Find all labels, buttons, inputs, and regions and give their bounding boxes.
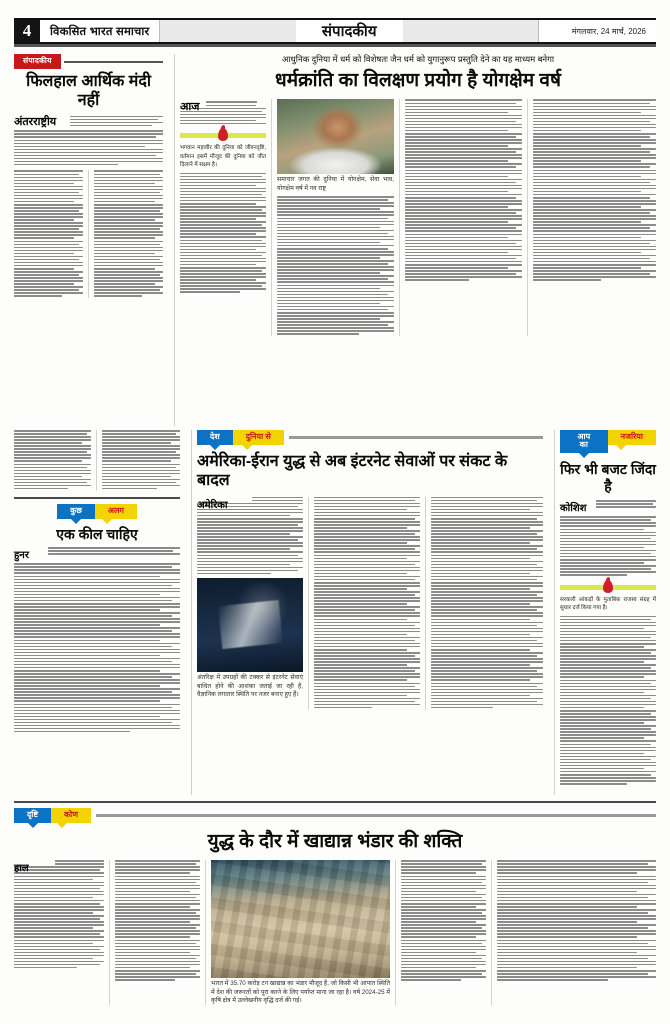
masthead-underline: [14, 44, 656, 47]
skill-body-top: [14, 547, 180, 561]
food-tabs: [14, 808, 656, 823]
lead-photo-caption: समाचार जगत की दुनिया में योगक्षेम, सेवा भाव, योगक्षेम वर्ष में नव राष्ट्र: [277, 176, 394, 192]
food-col-3: [206, 860, 396, 1005]
top-zone: [14, 54, 656, 426]
skill-dropword: हुनर: [14, 550, 29, 562]
flame-icon: [218, 128, 228, 141]
tab-nazariya[interactable]: नजरिया: [608, 430, 656, 445]
editorial-lower-columns: [14, 170, 163, 298]
flame-divider-icon: [180, 129, 266, 140]
paper-name: विकसित भारत समाचार: [40, 20, 160, 42]
world-story: [197, 430, 549, 795]
skill-tabs: [14, 504, 180, 519]
world-headline: अमेरिका-ईरान युद्ध से अब इंटरनेट सेवाओं पर संकट के बादल: [197, 452, 508, 489]
tab-alag[interactable]: अलग: [95, 504, 137, 519]
middle-zone: [14, 430, 656, 795]
budget-body-text-b: [560, 616, 656, 785]
food-body: [14, 860, 656, 1005]
lead-photo: [277, 99, 394, 174]
skill-lead-text: [48, 547, 180, 561]
lead-sidebar-note: भगवान महावीर की दुनिया को जीवनदृष्टि, वर्तमान इसमें मौजूद की दुनिया को जीत दिलाने में सक्षम है।: [180, 145, 266, 169]
tab-drishti[interactable]: दृष्टि: [14, 808, 51, 823]
lead-col-2: [272, 99, 400, 336]
food-col-2: [110, 860, 206, 1005]
tab-desh[interactable]: देश: [197, 430, 233, 445]
world-body: [197, 497, 543, 710]
world-photo-caption: अंतरिक्ष में उपग्रहों की टक्कर से इंटरनेट सेवाएं बाधित होने की आशंका जताई जा रही है, वैज्ञानिक लगातार स्थिति पर नजर बनाए हुए हैं।: [197, 674, 304, 699]
food-col-1-text: [14, 860, 104, 968]
masthead: [14, 18, 656, 44]
middle-left-cont-b: [97, 430, 180, 491]
page-number: 4: [14, 20, 40, 42]
budget-flame-icon: [603, 580, 613, 593]
budget-headline: फिर भी बजट जिंदा है: [560, 461, 656, 494]
world-col-3: [426, 497, 543, 710]
editorial-label: [14, 54, 163, 69]
divider-middle-right: [554, 430, 555, 795]
budget-body-text-a: [560, 516, 656, 575]
food-tab-rule: [96, 814, 656, 817]
budget-flame-divider-icon: [560, 581, 656, 592]
lead-kicker: आधुनिक दुनिया में धर्म को विशेषतः जैन धर्म को युगानुरूप प्रस्तुति देने का यह माध्यम बनेगा: [281, 54, 555, 64]
editorial-body-top: [14, 116, 163, 129]
food-col-5: [492, 860, 656, 1005]
budget-body-top: [560, 500, 656, 514]
editorial-lower-col-1: [14, 170, 89, 298]
editorial-dropword: अंतरराष्ट्रीय: [14, 115, 57, 128]
skill-body-text: [14, 563, 180, 732]
middle-left-continued: [14, 430, 180, 491]
divider-left-main: [174, 54, 175, 426]
divider-middle-left: [191, 430, 192, 795]
editorial-lower-col-2: [89, 170, 164, 298]
budget-dropword-wrap: [560, 500, 596, 514]
world-tabs: [197, 430, 543, 445]
world-dropword: अमेरिका: [197, 499, 228, 511]
food-dropword: हाल: [14, 863, 29, 875]
masthead-spacer-right: [403, 20, 538, 42]
world-photo: [197, 578, 303, 672]
budget-dropword: कोशिश: [560, 503, 587, 515]
world-col-2: [309, 497, 426, 710]
editorial-rule: [64, 61, 163, 63]
middle-left-column: [14, 430, 186, 795]
tab-duniya-se[interactable]: दुनिया से: [233, 430, 284, 445]
food-col-1: [14, 860, 110, 1005]
world-col-1: [197, 497, 309, 710]
food-photo-caption: भारत में 35.70 करोड़ टन खाद्यान्न का भंडार मौजूद है, जो किसी भी आपात स्थिति में देश की जरूरतों को पूरा करने के लिए पर्याप्त माना जा रहा है। वर्ष 2024-25 में कृषि क्षेत्र में उल्लेखनीय वृद्धि दर्ज की गई।: [211, 980, 390, 1005]
editorial-chip: संपादकीय: [14, 54, 61, 69]
lead-col-3: [400, 99, 528, 336]
skill-divider: [14, 497, 180, 499]
lead-dropword: आज: [180, 101, 200, 114]
lead-body: [180, 99, 656, 336]
tab-aap-ka[interactable]: आप का: [560, 430, 608, 453]
section-title: संपादकीय: [296, 20, 403, 42]
lead-col-2-text: [277, 196, 394, 335]
tab-kon[interactable]: कोण: [51, 808, 91, 823]
lead-col-1: [180, 99, 272, 336]
tab-kuchh[interactable]: कुछ: [57, 504, 95, 519]
editorial-lead-text: [70, 116, 163, 129]
lead-story: [180, 54, 656, 426]
editorial-dropword-wrap: [14, 116, 70, 129]
food-divider: [14, 801, 656, 803]
lead-col-1-text-b: [180, 173, 266, 293]
skill-dropword-wrap: [14, 547, 48, 561]
lead-col-4: [528, 99, 656, 336]
editorial-body-text: [14, 130, 163, 165]
world-tab-rule: [289, 436, 543, 439]
food-col-4: [396, 860, 492, 1005]
budget-tabs: [560, 430, 656, 453]
budget-lead-text: [596, 500, 656, 514]
budget-story: [560, 430, 656, 795]
bottom-zone: [14, 801, 656, 1005]
middle-left-cont-a: [14, 430, 97, 491]
editorial-headline: फिलहाल आर्थिक मंदी नहीं: [26, 73, 152, 109]
lead-headline: धर्मक्रांति का विलक्षण प्रयोग है योगक्षेम वर्ष: [275, 70, 561, 92]
food-photo: [211, 860, 390, 978]
budget-note: सरकारी आंकड़ों के मुताबिक राजस्व संग्रह में सुधार दर्ज किया गया है।: [560, 596, 656, 612]
masthead-date: मंगलवार, 24 मार्च, 2026: [538, 20, 656, 42]
editorial-column: [14, 54, 169, 426]
skill-headline: एक कील चाहिए: [56, 525, 138, 542]
masthead-spacer-left: [160, 20, 295, 42]
food-headline: युद्ध के दौर में खाद्यान्न भंडार की शक्ति: [207, 830, 463, 852]
